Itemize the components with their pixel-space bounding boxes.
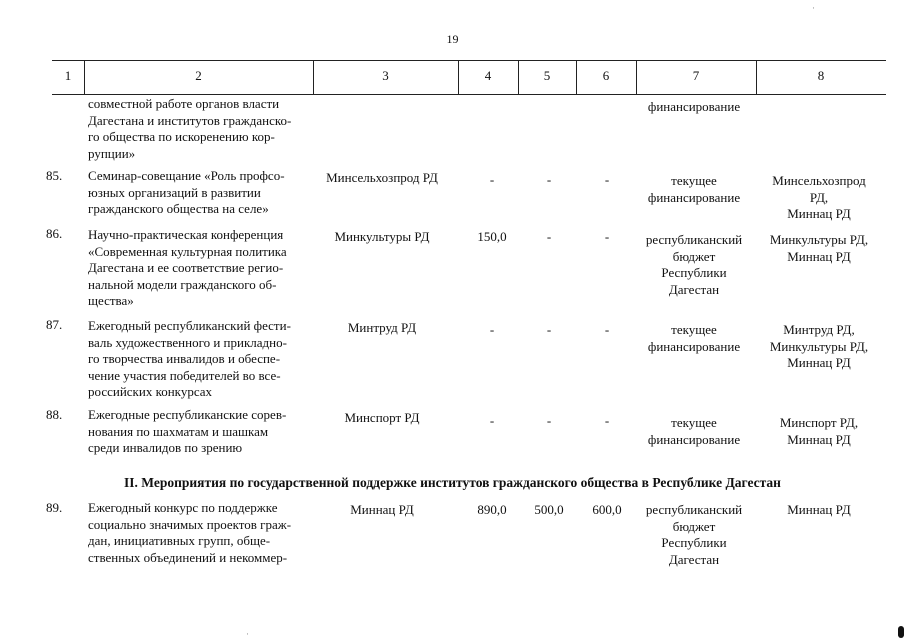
cell-col6: -: [604, 229, 610, 244]
responsible: [756, 415, 882, 448]
cell-col4: -: [489, 172, 495, 187]
row-number: 87.: [46, 317, 63, 332]
text-line: российских конкурсах: [88, 384, 213, 399]
text-line: юзных организаций в развитии: [88, 184, 261, 200]
text-line: среди инвалидов по зрению: [88, 440, 243, 455]
scan-edge-mark: [898, 626, 904, 638]
text-line: текущее: [671, 173, 717, 188]
text-line: республиканский: [645, 232, 743, 247]
text-line: текущее: [671, 415, 717, 430]
scan-speck: ·: [246, 629, 249, 639]
header-cell: 1: [64, 68, 72, 83]
text-line: Научно-практическая конференция: [88, 227, 284, 242]
executor: Миннац РД: [350, 502, 414, 517]
text-line: Республики: [661, 265, 727, 280]
text-line: дан, инициативных групп, обще-: [88, 533, 271, 548]
header-cell: 6: [602, 68, 610, 83]
event-name: [88, 500, 308, 566]
continuation-name: [88, 96, 308, 162]
text-line: социально значимых проектов граж-: [88, 516, 292, 532]
executor: Минкультуры РД: [334, 229, 430, 244]
header-cell: 3: [382, 68, 389, 83]
continuation-source: [634, 99, 754, 116]
text-line: Ежегодный конкурс по поддержке: [88, 500, 278, 515]
text-line: финансирование: [647, 99, 741, 114]
header-cell: 5: [543, 68, 551, 83]
text-line: бюджет: [672, 518, 716, 534]
text-line: Дагестан: [668, 551, 720, 567]
text-line: Миннац РД: [787, 355, 851, 370]
text-line: республиканский: [645, 502, 743, 517]
text-line: «Современная культурная политика: [88, 243, 287, 259]
page-number: 19: [446, 32, 459, 46]
text-line: Семинар-совещание «Роль профсо-: [88, 168, 285, 183]
text-line: рупции»: [88, 145, 136, 161]
funding-source: [634, 232, 754, 298]
text-line: Минкультуры РД,: [769, 232, 869, 247]
event-name: [88, 168, 308, 218]
text-line: Республики: [661, 535, 727, 550]
funding-source: [634, 415, 754, 448]
row-number: 85.: [46, 168, 63, 183]
text-line: финансирование: [647, 431, 741, 447]
text-line: Миннац РД: [787, 431, 851, 447]
cell-col5: -: [546, 322, 552, 337]
executor: Минспорт РД: [344, 410, 420, 425]
text-line: финансирование: [647, 338, 741, 354]
cell-col4: -: [489, 413, 495, 428]
cell-col5: 500,0: [534, 502, 564, 517]
text-line: Ежегодные республиканские сорев-: [88, 407, 287, 422]
executor: Минсельхозпрод РД: [326, 170, 438, 185]
text-line: щества»: [88, 293, 134, 308]
text-line: го общества по искоренению кор-: [88, 129, 275, 144]
text-line: чение участия победителей во все-: [88, 367, 281, 383]
funding-source: [634, 502, 754, 568]
event-name: [88, 227, 308, 310]
text-line: Дагестана и институтов гражданско-: [88, 112, 292, 128]
text-line: Минсельхозпрод: [772, 173, 866, 188]
text-line: Минтруд РД,: [783, 322, 855, 337]
cell-col5: -: [546, 413, 552, 428]
text-line: нальной модели гражданского об-: [88, 276, 277, 292]
row-number: 86.: [46, 226, 63, 241]
cell-col4: 150,0: [477, 229, 507, 244]
text-line: Миннац РД: [787, 502, 851, 517]
responsible: [756, 322, 882, 372]
text-line: Минспорт РД,: [779, 415, 859, 430]
cell-col6: -: [604, 172, 610, 187]
header-cell: 8: [817, 68, 825, 83]
text-line: финансирование: [647, 189, 741, 205]
text-line: Миннац РД: [787, 248, 851, 264]
text-line: Дагестан: [668, 281, 720, 297]
table-top-border: [52, 60, 886, 61]
text-line: Миннац РД: [787, 206, 851, 221]
text-line: совместной работе органов власти: [88, 96, 280, 111]
responsible: [756, 173, 882, 223]
text-line: текущее: [671, 322, 717, 337]
responsible: [756, 502, 882, 519]
executor: Минтруд РД: [347, 320, 417, 335]
cell-col6: -: [604, 322, 610, 337]
text-line: ственных объединений и некоммер-: [88, 549, 288, 565]
text-line: нования по шахматам и шашкам: [88, 423, 269, 439]
table-header-bottom-border: [52, 94, 886, 95]
text-line: гражданского общества на селе»: [88, 201, 269, 216]
section-heading: II. Мероприятия по государственной поддержке институтов гражданского общества в Республике Дагестан: [124, 475, 781, 490]
text-line: го творчества инвалидов и обеспе-: [88, 351, 281, 366]
text-line: Ежегодный республиканский фести-: [88, 318, 291, 333]
header-cell: 4: [484, 68, 492, 83]
cell-col4: 890,0: [477, 502, 507, 517]
text-line: валь художественного и прикладно-: [88, 334, 287, 350]
cell-col5: -: [546, 172, 552, 187]
responsible: [756, 232, 882, 265]
text-line: Дагестана и ее соответствие регио-: [88, 260, 284, 275]
funding-source: [634, 322, 754, 355]
text-line: бюджет: [672, 248, 716, 264]
scan-speck: ·: [812, 3, 815, 13]
event-name: [88, 318, 308, 401]
header-cell: 2: [195, 68, 202, 83]
header-cell: 7: [692, 68, 700, 83]
event-name: [88, 407, 308, 457]
row-number: 89.: [46, 500, 63, 515]
cell-col4: -: [489, 322, 495, 337]
text-line: РД,: [809, 189, 829, 205]
text-line: Минкультуры РД,: [769, 338, 869, 354]
funding-source: [634, 173, 754, 206]
cell-col6: -: [604, 413, 610, 428]
cell-col6: 600,0: [592, 502, 622, 517]
cell-col5: -: [546, 229, 552, 244]
row-number: 88.: [46, 407, 63, 422]
